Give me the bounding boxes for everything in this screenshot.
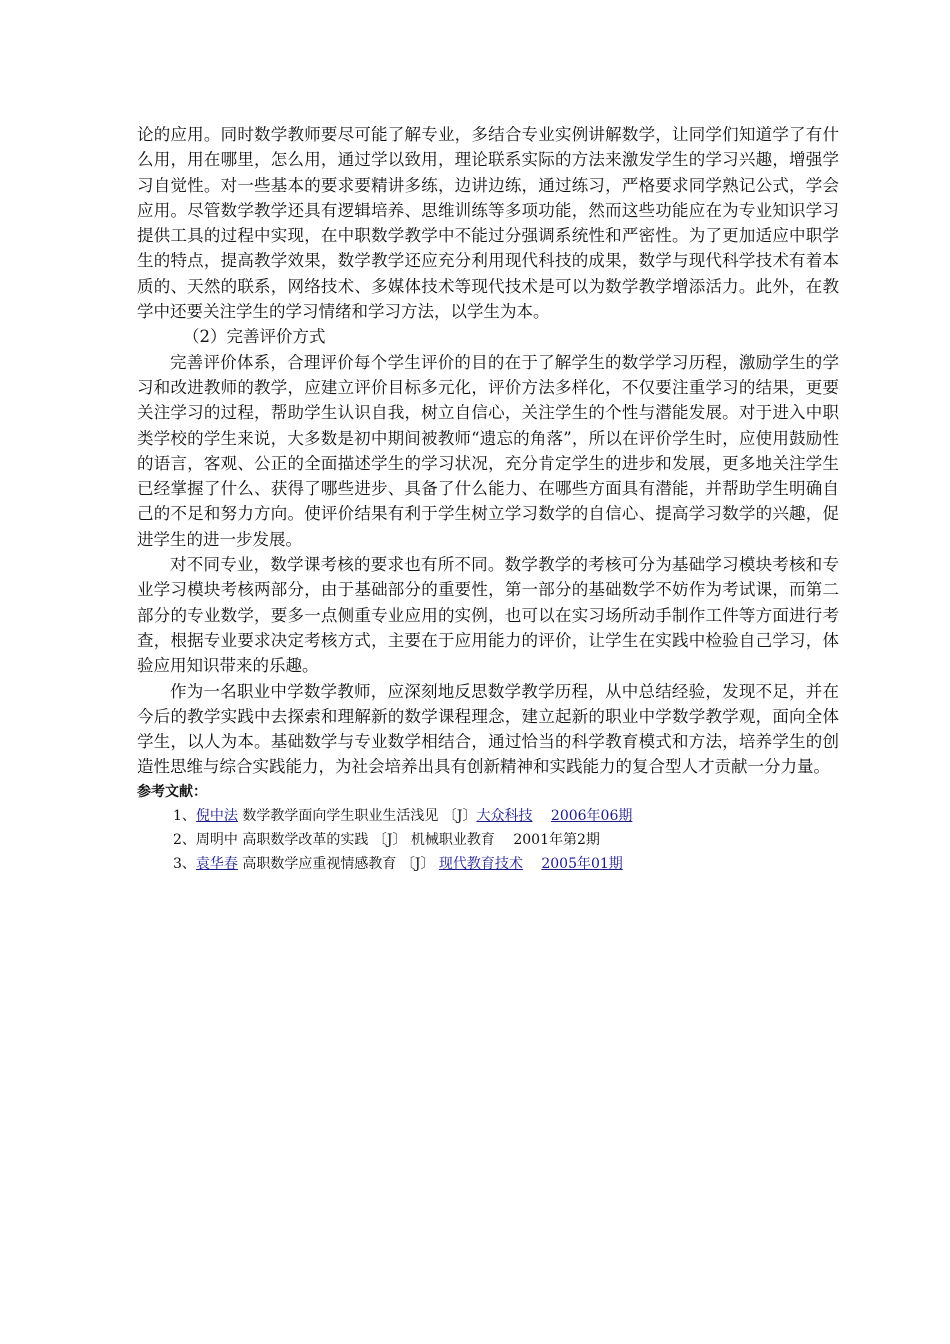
body-text bbox=[137, 122, 839, 876]
ref-title: 高职数学应重视情感教育 bbox=[242, 855, 397, 872]
ref-number: 2、 bbox=[173, 831, 196, 848]
ref-number: 3、 bbox=[173, 855, 196, 872]
ref-journal-link[interactable]: 大众科技 bbox=[476, 807, 533, 824]
reference-item-2 bbox=[137, 828, 839, 852]
ref-date-link[interactable]: 2006年06期 bbox=[550, 807, 633, 824]
ref-title: 高职数学改革的实践 bbox=[242, 831, 369, 848]
paragraph-4: 作为一名职业中学数学教师，应深刻地反思数学教学历程，从中总结经验，发现不足，并在今后的教学实践中去探索和理解新的数学课程理念，建立起新的职业中学数学教学观，面向全体学生，以人为本。基础数学与专业数学相结合，通过恰当的科学教育模式和方法，培养学生的创造性思维与综合实践能力，为社会培养出具有创新精神和实践能力的复合型人才贡献一分力量。 bbox=[137, 681, 839, 777]
ref-date-link[interactable]: 2005年01期 bbox=[541, 855, 623, 872]
paragraph-3: 对不同专业，数学课考核的要求也有所不同。数学教学的考核可分为基础学习模块考核和专业学习模块考核两部分，由于基础部分的重要性，第一部分的基础数学不妨作为考试课，而第二部分的专业数学，要多一点侧重专业应用的实例，也可以在实习场所动手制作工件等方面进行考查，根据专业要求决定考核方式，主要在于应用能力的评价，让学生在实践中检验自己学习，体验应用知识带来的乐趣。 bbox=[137, 555, 839, 676]
paragraph-1: 论的应用。同时数学教师要尽可能了解专业，多结合专业实例讲解数学，让同学们知道学了有什么用，用在哪里，怎么用，通过学以致用，理论联系实际的方法来激发学生的学习兴趣，增强学习自觉性。对一些基本的要求要精讲多练，边讲边练，通过练习，严格要求同学熟记公式，学会应用。尽管数学教学还具有逻辑培养、思维训练等多项功能，然而这些功能应在为专业知识学习提供工具的过程中实现，在中职数学教学中不能过分强调系统性和严密性。为了更加适应中职学生的特点，提高教学效果，数学教学还应充分利用现代科技的成果，数学与现代科学技术有着本质的、天然的联系，网络技术、多媒体技术等现代技术是可以为数学教学增添活力。此外，在教学中还要关注学生的学习情绪和学习方法，以学生为本。 bbox=[137, 125, 839, 322]
ref-journal: 机械职业教育 bbox=[410, 831, 495, 848]
reference-item-3 bbox=[137, 852, 839, 876]
ref-type: 〔J〕 bbox=[372, 831, 407, 848]
paragraph-2: 完善评价体系，合理评价每个学生评价的目的在于了解学生的数学学习历程，激励学生的学习和改进教师的教学，应建立评价目标多元化，评价方法多样化，不仅要注重学习的结果，更要关注学习的过程，帮助学生认识自我，树立自信心，关注学生的个性与潜能发展。对于进入中职类学校的学生来说，大多数是初中期间被教师“遗忘的角落”，所以在评价学生时，应使用鼓励性的语言，客观、公正的全面描述学生的学习状况，充分肯定学生的进步和发展，更多地关注学生已经掌握了什么、获得了哪些进步、具备了什么能力、在哪些方面具有潜能，并帮助学生明确自己的不足和努力方向。使评价结果有利于学生树立学习数学的自信心、提高学习数学的兴趣，促进学生的进一步发展。 bbox=[137, 352, 839, 549]
ref-number: 1、 bbox=[173, 807, 196, 824]
reference-item-1 bbox=[137, 804, 839, 828]
ref-type: 〔J〕 bbox=[442, 807, 477, 824]
section-subheading: （2）完善评价方式 bbox=[183, 327, 326, 347]
ref-author-link[interactable]: 袁华春 bbox=[195, 855, 238, 872]
ref-type: 〔J〕 bbox=[400, 855, 435, 872]
ref-author-link[interactable]: 倪中法 bbox=[195, 807, 238, 824]
references-title: 参考文献： bbox=[137, 783, 207, 800]
ref-author: 周明中 bbox=[195, 831, 238, 848]
ref-date: 2001年第2期 bbox=[513, 831, 600, 848]
ref-title: 数学教学面向学生职业生活浅见 bbox=[242, 807, 439, 824]
ref-journal-link[interactable]: 现代教育技术 bbox=[438, 855, 523, 872]
